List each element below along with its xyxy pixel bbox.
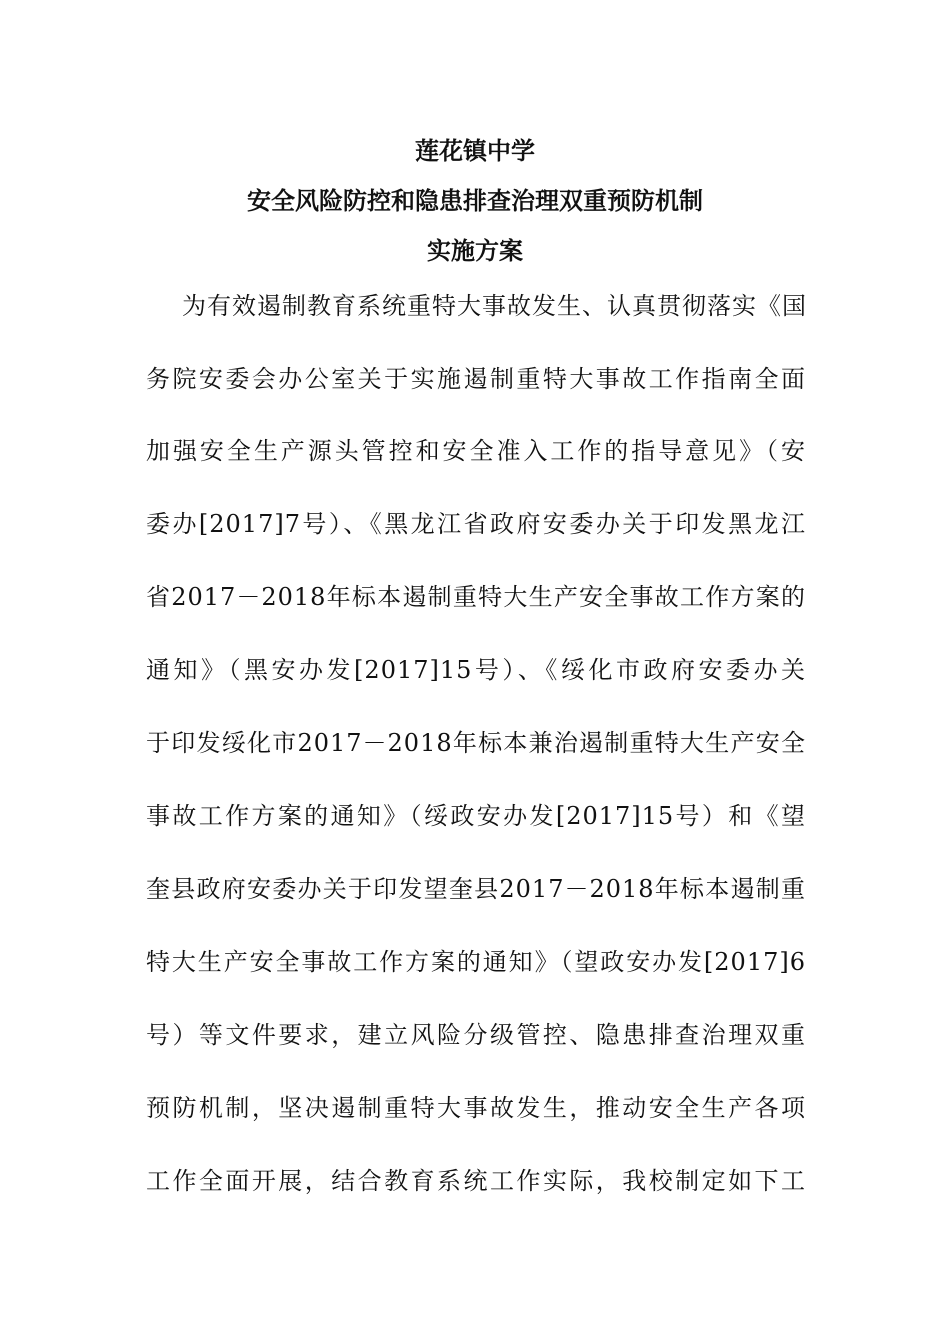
body-line: 特大生产安全事故工作方案的通知》（望政安办发[2017]6 <box>146 948 806 976</box>
body-line: 为有效遏制教育系统重特大事故发生、认真贯彻落实《国 <box>182 292 807 320</box>
plan-type-title: 实施方案 <box>427 236 523 265</box>
plan-subject-title: 安全风险防控和隐患排查治理双重预防机制 <box>247 186 703 215</box>
body-line: 省2017－2018年标本遏制重特大生产安全事故工作方案的 <box>146 583 806 611</box>
body-line: 事故工作方案的通知》（绥政安办发[2017]15号）和《望 <box>146 802 806 830</box>
school-name-title: 莲花镇中学 <box>415 136 535 165</box>
body-line: 委办[2017]7号）、《黑龙江省政府安委办关于印发黑龙江 <box>146 510 806 538</box>
body-line: 于印发绥化市2017－2018年标本兼治遏制重特大生产安全 <box>146 729 806 757</box>
body-line: 加强安全生产源头管控和安全准入工作的指导意见》（安 <box>146 437 806 465</box>
body-line: 通知》（黑安办发[2017]15号）、《绥化市政府安委办关 <box>146 656 806 684</box>
body-line: 预防机制，坚决遏制重特大事故发生，推动安全生产各项 <box>146 1094 806 1122</box>
body-line: 号）等文件要求，建立风险分级管控、隐患排查治理双重 <box>146 1021 806 1049</box>
body-line: 务院安委会办公室关于实施遏制重特大事故工作指南全面 <box>146 365 806 393</box>
body-line: 工作全面开展，结合教育系统工作实际，我校制定如下工 <box>146 1167 806 1195</box>
body-line: 奎县政府安委办关于印发望奎县2017－2018年标本遏制重 <box>146 875 806 903</box>
